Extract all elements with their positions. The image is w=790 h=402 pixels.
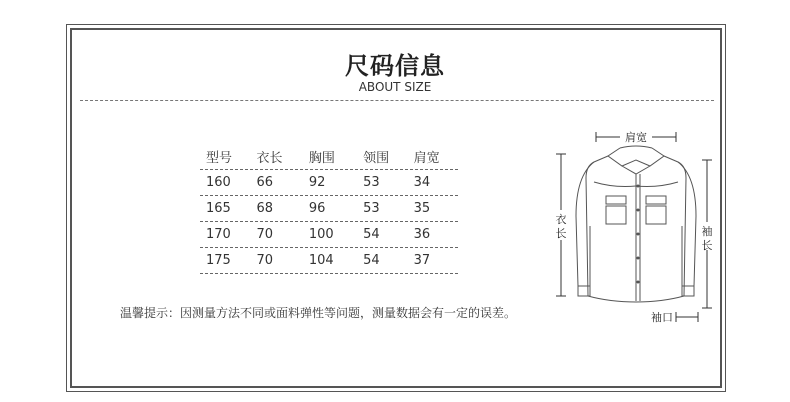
table-row xyxy=(200,248,458,274)
table-cell: 54 xyxy=(363,227,380,242)
cuff-label: 袖口 xyxy=(651,311,673,324)
table-cell: 36 xyxy=(413,227,431,242)
table-cell: 104 xyxy=(308,253,334,268)
table-cell: 35 xyxy=(413,201,431,216)
sleeve-length-marker xyxy=(702,160,713,308)
column-header: 肩宽 xyxy=(413,151,440,166)
cuff-marker xyxy=(651,310,698,324)
table-cell: 160 xyxy=(206,175,231,190)
table-cell: 66 xyxy=(256,175,273,190)
table-cell: 37 xyxy=(413,253,431,268)
table-cell: 175 xyxy=(206,253,231,268)
page-title: 尺码信息 xyxy=(345,52,445,80)
table-cell: 54 xyxy=(363,253,380,268)
body-length-marker xyxy=(556,154,567,296)
column-header: 领围 xyxy=(363,151,390,166)
table-cell: 165 xyxy=(206,201,231,216)
column-header: 胸围 xyxy=(308,151,335,166)
column-header: 型号 xyxy=(206,151,233,166)
column-header: 衣长 xyxy=(256,151,283,166)
table-cell: 70 xyxy=(256,253,273,268)
shirt-buttons xyxy=(637,185,640,284)
title-divider xyxy=(80,100,714,101)
table-row xyxy=(200,222,458,248)
table-cell: 34 xyxy=(413,175,431,190)
sleeve-length-label-1: 袖 xyxy=(701,225,713,238)
shoulder-width-marker xyxy=(596,130,676,144)
table-cell: 170 xyxy=(206,227,231,242)
sleeve-length-label-2: 长 xyxy=(701,239,713,252)
table-cell: 96 xyxy=(308,201,326,216)
shirt-diagram xyxy=(548,126,724,326)
shirt-outline xyxy=(576,146,696,302)
page-subtitle: ABOUT SIZE xyxy=(358,80,432,94)
table-cell: 70 xyxy=(256,227,273,242)
table-header-row xyxy=(200,144,458,170)
table-cell: 53 xyxy=(363,201,380,216)
table-cell: 100 xyxy=(308,227,334,242)
table-row xyxy=(200,170,458,196)
table-cell: 68 xyxy=(256,201,273,216)
measurement-tip: 温馨提示：因测量方法不同或面料弹性等问题，测量数据会有一定的误差。 xyxy=(120,306,517,320)
table-cell: 53 xyxy=(363,175,380,190)
shoulder-width-label: 肩宽 xyxy=(625,131,647,144)
table-row xyxy=(200,196,458,222)
body-length-label-2: 长 xyxy=(555,227,567,240)
body-length-label-1: 衣 xyxy=(555,213,567,226)
table-cell: 92 xyxy=(308,175,326,190)
size-table xyxy=(200,144,458,274)
